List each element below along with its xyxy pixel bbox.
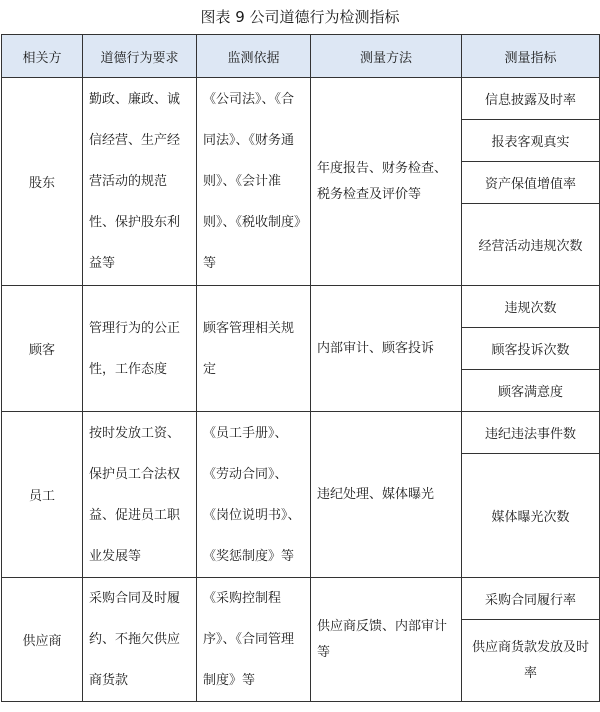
- requirement-cell: 采购合同及时履约、不拖欠供应商货款: [83, 578, 197, 702]
- method-cell: 年度报告、财务检查、税务检查及评价等: [311, 78, 462, 286]
- indicator-cell: 信息披露及时率: [462, 78, 600, 120]
- header-requirement: 道德行为要求: [83, 35, 197, 78]
- header-row: [2, 35, 600, 78]
- header-method: 测量方法: [311, 35, 462, 78]
- indicator-cell: 顾客满意度: [462, 370, 600, 412]
- indicator-cell: 资产保值增值率: [462, 162, 600, 204]
- method-cell: 内部审计、顾客投诉: [311, 286, 462, 412]
- basis-cell: 顾客管理相关规定: [197, 286, 311, 412]
- requirement-cell: 勤政、廉政、诚信经营、生产经营活动的规范性、保护股东利益等: [83, 78, 197, 286]
- party-cell: 供应商: [2, 578, 83, 702]
- header-indicator: 测量指标: [462, 35, 600, 78]
- indicator-cell: 供应商货款发放及时率: [462, 620, 600, 702]
- method-cell: 违纪处理、媒体曝光: [311, 412, 462, 578]
- table-row: [2, 286, 600, 328]
- requirement-cell: 按时发放工资、保护员工合法权益、促进员工职业发展等: [83, 412, 197, 578]
- indicator-cell: 违纪违法事件数: [462, 412, 600, 454]
- basis-cell: 《公司法》、《合同法》、《财务通则》、《会计准则》、《税收制度》等: [197, 78, 311, 286]
- party-cell: 股东: [2, 78, 83, 286]
- ethics-monitoring-table: [1, 34, 600, 702]
- table-row: [2, 578, 600, 620]
- basis-cell: 《采购控制程序》、《合同管理制度》等: [197, 578, 311, 702]
- basis-cell: 《员工手册》、《劳动合同》、《岗位说明书》、《奖惩制度》等: [197, 412, 311, 578]
- indicator-cell: 采购合同履行率: [462, 578, 600, 620]
- header-party: 相关方: [2, 35, 83, 78]
- indicator-cell: 经营活动违规次数: [462, 204, 600, 286]
- header-basis: 监测依据: [197, 35, 311, 78]
- indicator-cell: 媒体曝光次数: [462, 454, 600, 578]
- indicator-cell: 报表客观真实: [462, 120, 600, 162]
- method-cell: 供应商反馈、内部审计等: [311, 578, 462, 702]
- indicator-cell: 顾客投诉次数: [462, 328, 600, 370]
- table-row: [2, 78, 600, 120]
- indicator-cell: 违规次数: [462, 286, 600, 328]
- table-caption: 图表 9 公司道德行为检测指标: [200, 8, 400, 26]
- table-row: [2, 412, 600, 454]
- requirement-cell: 管理行为的公正性，工作态度: [83, 286, 197, 412]
- party-cell: 顾客: [2, 286, 83, 412]
- party-cell: 员工: [2, 412, 83, 578]
